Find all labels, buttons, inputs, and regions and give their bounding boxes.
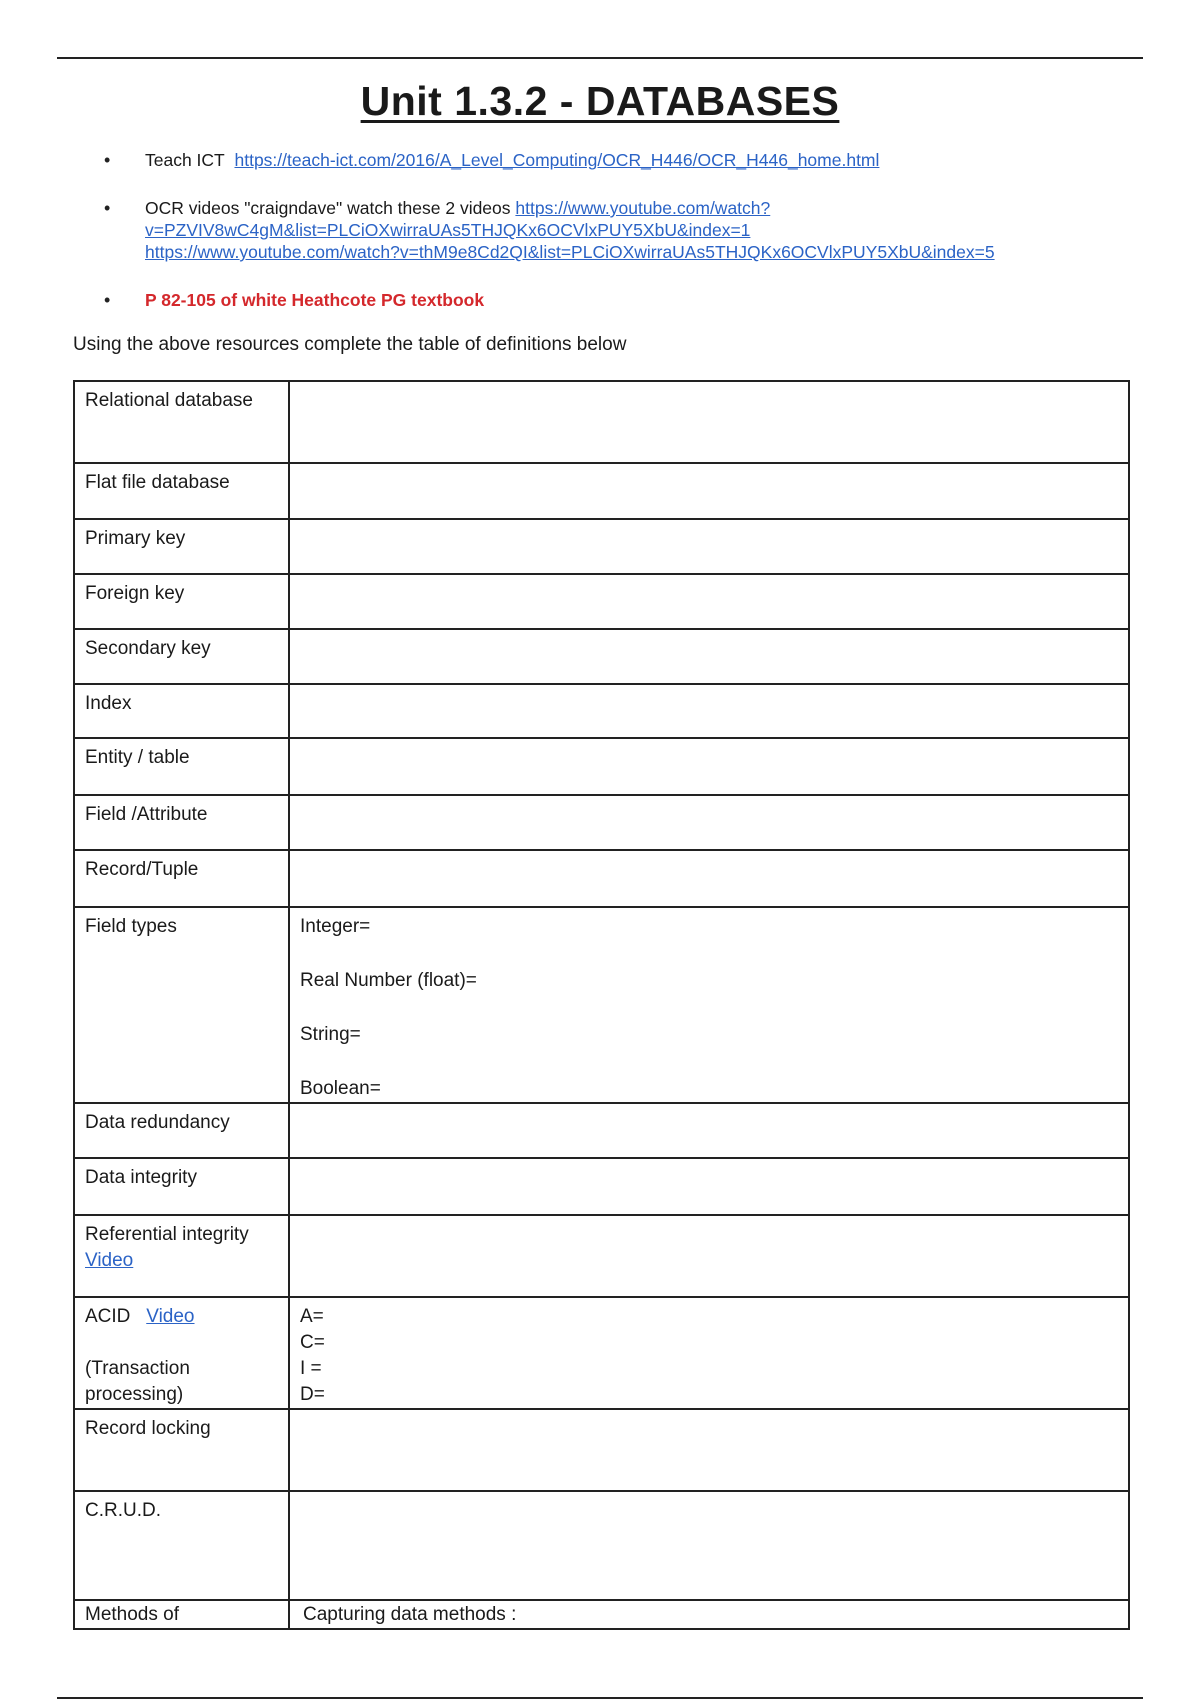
term-cell: Data integrity [74, 1158, 289, 1215]
acid-c-label: C= [300, 1332, 325, 1353]
resource-teach-ict [104, 150, 1104, 197]
term-cell: Field /Attribute [74, 795, 289, 850]
acid-label: ACID [85, 1306, 131, 1327]
acid-video-link[interactable]: Video [146, 1306, 195, 1327]
table-row [74, 795, 1129, 850]
definition-cell[interactable] [289, 850, 1129, 907]
term-cell: Methods of [74, 1600, 289, 1629]
table-row [74, 1600, 1129, 1629]
ocr-videos-label: OCR videos "craigndave" watch these 2 videos [145, 198, 511, 218]
table-row [74, 1409, 1129, 1491]
definition-cell[interactable] [289, 684, 1129, 738]
definition-cell[interactable] [289, 1491, 1129, 1600]
table-row [74, 907, 1129, 1103]
term-cell: Field types [74, 907, 289, 1103]
definition-cell[interactable] [289, 1409, 1129, 1491]
table-row [74, 519, 1129, 574]
term-cell: Foreign key [74, 574, 289, 629]
textbook-reference: P 82-105 of white Heathcote PG textbook [145, 290, 485, 310]
definition-cell[interactable] [289, 907, 1129, 1103]
referential-video-link[interactable]: Video [85, 1250, 134, 1271]
table-row [74, 574, 1129, 629]
table-row [74, 381, 1129, 463]
real-number-label: Real Number (float)= [300, 970, 477, 991]
video-link-2[interactable]: https://www.youtube.com/watch?v=thM9e8Cd2QI&list=PLCiOXwirraUAs5THJQKx6OCVlxPUY5XbU&index=5 [145, 242, 995, 262]
acid-i-label: I = [300, 1358, 322, 1379]
boolean-label: Boolean= [300, 1078, 381, 1099]
definition-cell[interactable] [289, 381, 1129, 463]
term-cell [74, 1215, 289, 1297]
definition-cell[interactable] [289, 463, 1129, 519]
referential-integrity-label: Referential integrity [85, 1224, 249, 1245]
term-cell: Data redundancy [74, 1103, 289, 1158]
term-cell: Secondary key [74, 629, 289, 684]
integer-label: Integer= [300, 916, 371, 937]
table-row [74, 629, 1129, 684]
resource-textbook [104, 290, 1104, 320]
teach-ict-link[interactable]: https://teach-ict.com/2016/A_Level_Computing/OCR_H446/OCR_H446_home.html [234, 150, 880, 170]
table-row [74, 850, 1129, 907]
definition-cell[interactable] [289, 629, 1129, 684]
definition-cell[interactable] [289, 519, 1129, 574]
definition-cell[interactable] [289, 795, 1129, 850]
video-link-1[interactable]: https://www.youtube.com/watch? [515, 198, 771, 218]
table-row [74, 463, 1129, 519]
definition-cell[interactable] [289, 1158, 1129, 1215]
string-label: String= [300, 1024, 361, 1045]
table-row [74, 1103, 1129, 1158]
table-row [74, 738, 1129, 795]
table-row [74, 1215, 1129, 1297]
definition-cell[interactable] [289, 1103, 1129, 1158]
term-cell: Entity / table [74, 738, 289, 795]
page-title: Unit 1.3.2 - DATABASES [360, 78, 840, 124]
instructions: Using the above resources complete the table of definitions below [73, 334, 627, 355]
term-cell: Flat file database [74, 463, 289, 519]
top-rule [57, 57, 1143, 59]
definition-cell[interactable] [289, 1297, 1129, 1409]
video-link-1-cont[interactable]: v=PZVIV8wC4gM&list=PLCiOXwirraUAs5THJQKx6OCVlxPUY5XbU&index=1 [145, 220, 751, 240]
definition-cell[interactable] [289, 574, 1129, 629]
term-cell [74, 1297, 289, 1409]
table-row [74, 684, 1129, 738]
bottom-rule [57, 1697, 1143, 1699]
table-row [74, 1297, 1129, 1409]
definition-cell[interactable] [289, 738, 1129, 795]
term-cell: C.R.U.D. [74, 1491, 289, 1600]
acid-d-label: D= [300, 1384, 325, 1405]
term-cell: Record/Tuple [74, 850, 289, 907]
term-cell: Primary key [74, 519, 289, 574]
resource-list [104, 150, 1104, 320]
definition-cell[interactable]: Capturing data methods : [289, 1600, 1129, 1629]
definition-cell[interactable] [289, 1215, 1129, 1297]
term-cell: Record locking [74, 1409, 289, 1491]
term-cell: Relational database [74, 381, 289, 463]
definitions-table [73, 380, 1130, 1630]
term-cell: Index [74, 684, 289, 738]
table-row [74, 1158, 1129, 1215]
acid-subtitle: (Transaction processing) [85, 1358, 190, 1405]
resource-ocr-videos [104, 197, 1104, 290]
acid-a-label: A= [300, 1306, 324, 1327]
teach-ict-label: Teach ICT [145, 150, 225, 170]
table-row [74, 1491, 1129, 1600]
